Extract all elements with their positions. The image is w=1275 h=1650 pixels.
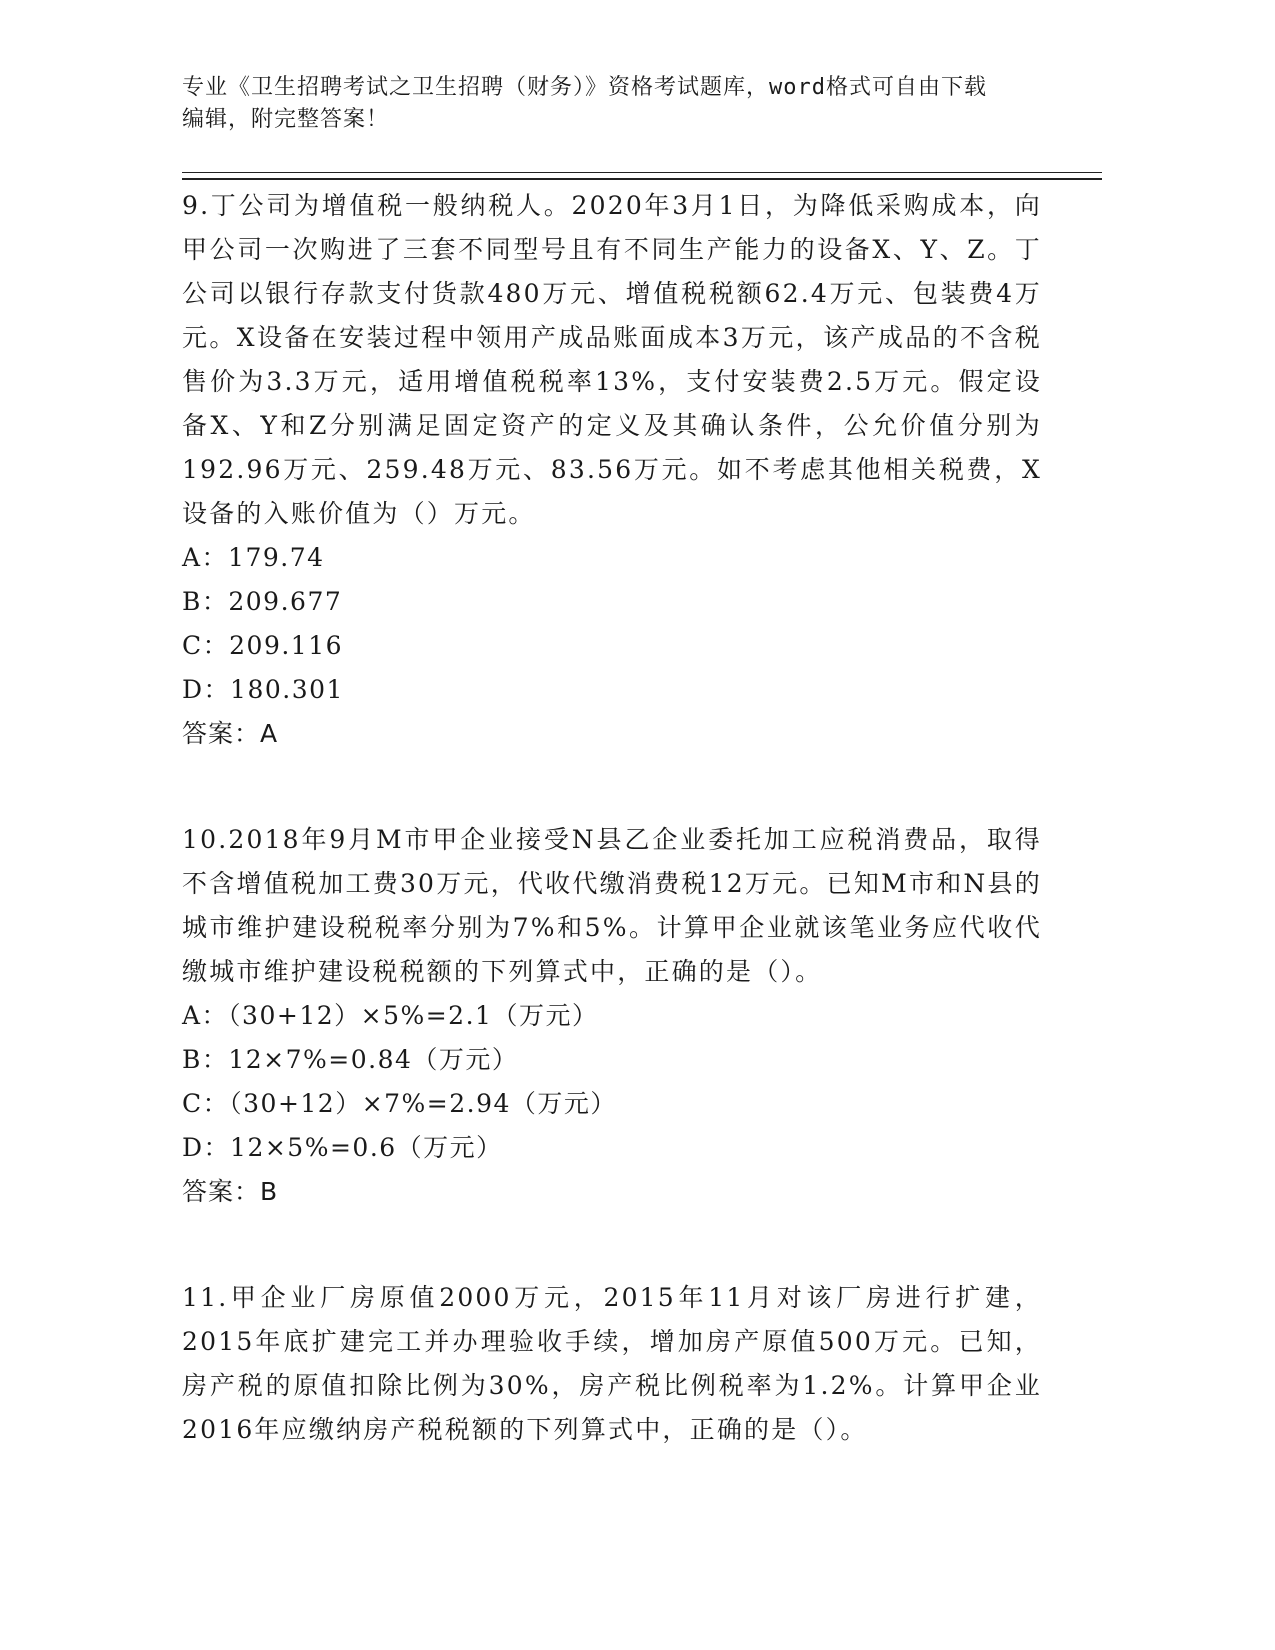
- answer-line: 答案：A: [182, 719, 279, 748]
- question-10: [182, 818, 1042, 1214]
- option-c: C：209.116: [182, 631, 344, 660]
- option-b: B：209.677: [182, 587, 343, 616]
- question-9: [182, 184, 1042, 756]
- question-text: 9.丁公司为增值税一般纳税人。2020年3月1日，为降低采购成本，向甲公司一次购进了三套不同型号且有不同生产能力的设备X、Y、Z。丁公司以银行存款支付货款480万元、增值税税额62.4万元、包装费4万元。X设备在安装过程中领用产成品账面成本3万元，该产成品的不含税售价为3.3万元，适用增值税税率13%，支付安装费2.5万元。假定设备X、Y和Z分别满足固定资产的定义及其确认条件，公允价值分别为192.96万元、259.48万元、83.56万元。如不考虑其他相关税费，X设备的入账价值为（）万元。: [182, 191, 1042, 528]
- header-divider-thin: [182, 172, 1102, 173]
- question-list: [182, 184, 1042, 1514]
- header-divider-thick: [182, 178, 1102, 180]
- option-a: A：179.74: [182, 543, 325, 572]
- answer-line: 答案：B: [182, 1177, 279, 1206]
- header-line-2: 编辑，附完整答案！: [182, 107, 390, 132]
- header-line-1: 专业《卫生招聘考试之卫生招聘（财务）》资格考试题库，word格式可自由下载: [182, 75, 987, 100]
- question-text: 11.甲企业厂房原值2000万元，2015年11月对该厂房进行扩建，2015年底扩建完工并办理验收手续，增加房产原值500万元。已知，房产税的原值扣除比例为30%，房产税比例税率为1.2%。计算甲企业2016年应缴纳房产税税额的下列算式中，正确的是（）。: [182, 1283, 1042, 1444]
- option-c: C：（30+12）×7%=2.94（万元）: [182, 1089, 617, 1118]
- question-11: [182, 1276, 1042, 1452]
- question-text: 10.2018年9月M市甲企业接受N县乙企业委托加工应税消费品，取得不含增值税加工费30万元，代收代缴消费税12万元。已知M市和N县的城市维护建设税税率分别为7%和5%。计算甲企业就该笔业务应代收代缴城市维护建设税税额的下列算式中，正确的是（）。: [182, 825, 1042, 986]
- option-d: D：180.301: [182, 675, 344, 704]
- option-b: B：12×7%=0.84（万元）: [182, 1045, 519, 1074]
- document-header: [182, 72, 1052, 136]
- option-d: D：12×5%=0.6（万元）: [182, 1133, 503, 1162]
- option-a: A：（30+12）×5%=2.1（万元）: [182, 1001, 599, 1030]
